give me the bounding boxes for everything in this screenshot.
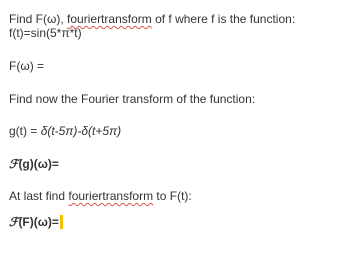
text-cursor <box>60 215 63 229</box>
answer-line-g[interactable] <box>9 157 59 171</box>
line1-suffix: of f where f is the function: <box>151 12 296 26</box>
answer-line-F-transform[interactable] <box>9 215 63 229</box>
line7-prefix: At last find <box>9 189 69 203</box>
line5-prefix: g(t) = <box>9 124 41 138</box>
line1-prefix: Find F(ω), <box>9 12 68 26</box>
function-definition-f: f(t)=sin(5*π*t) <box>9 26 82 40</box>
function-definition-g <box>9 124 121 138</box>
question-line-2: Find now the Fourier transform of the function: <box>9 92 256 106</box>
line8-rest: (F)(ω)= <box>18 215 59 229</box>
misspelled-word[interactable]: fouriertransform <box>67 12 152 26</box>
fourier-symbol-2: ℱ <box>9 215 19 229</box>
question-line-1 <box>9 12 295 26</box>
line6-rest: (g)(ω)= <box>18 157 59 171</box>
misspelled-word-2[interactable]: fouriertransform <box>68 189 154 203</box>
question-line-3 <box>9 189 192 203</box>
answer-line-F[interactable]: F(ω) = <box>9 59 45 73</box>
delta-expression: δ(t-5π)-δ(t+5π) <box>40 124 122 138</box>
fourier-symbol: ℱ <box>9 157 19 171</box>
line7-suffix: to F(t): <box>153 189 192 203</box>
